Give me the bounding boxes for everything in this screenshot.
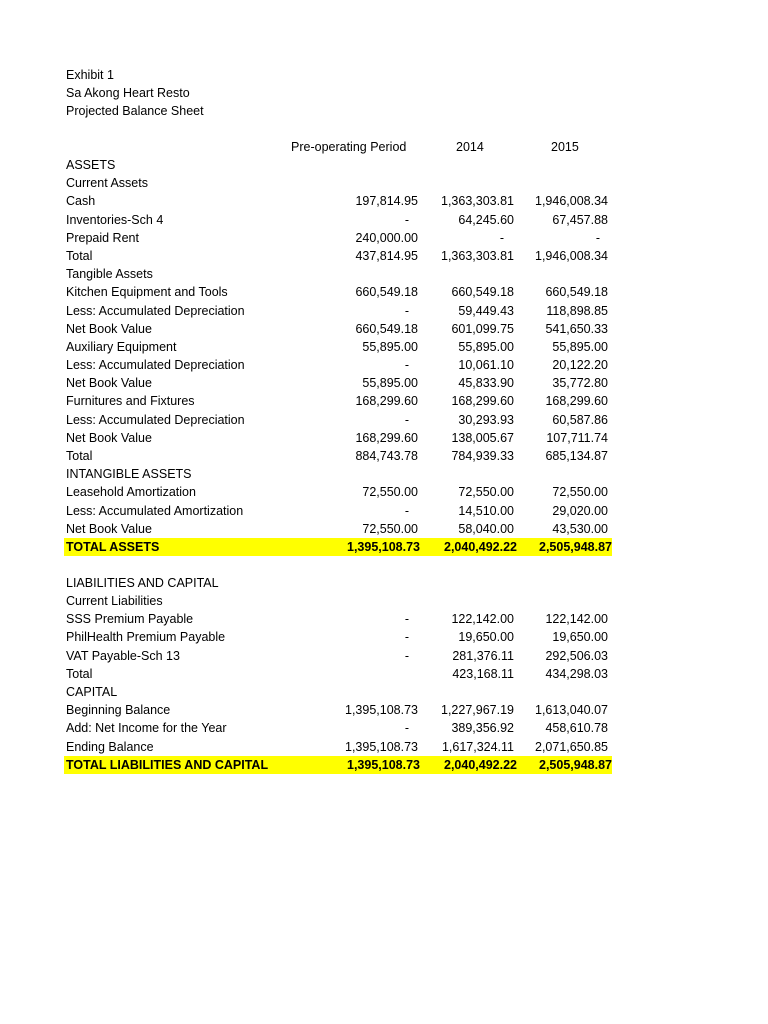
row-value-col3: 1,946,008.34 xyxy=(535,248,608,263)
row-label: TOTAL ASSETS xyxy=(66,539,160,554)
row-label: TOTAL LIABILITIES AND CAPITAL xyxy=(66,757,269,772)
row-label: Inventories-Sch 4 xyxy=(66,212,164,227)
table-row xyxy=(64,429,612,447)
row-value-col3: 107,711.74 xyxy=(546,430,608,445)
row-value-col3: 541,650.33 xyxy=(545,321,608,336)
table-row xyxy=(64,647,612,665)
row-value-col1: 1,395,108.73 xyxy=(347,757,420,772)
row-label: Beginning Balance xyxy=(66,703,171,718)
row-value-col1: - xyxy=(404,303,409,318)
row-value-col3: 60,587.86 xyxy=(552,412,608,427)
table-row xyxy=(64,174,612,192)
table-row xyxy=(64,302,612,320)
row-value-col1: 168,299.60 xyxy=(355,430,418,445)
table-row xyxy=(64,683,612,701)
row-value-col2: 1,363,303.81 xyxy=(441,248,514,263)
row-value-col3: 43,530.00 xyxy=(552,521,608,536)
row-label: Total xyxy=(66,666,93,681)
row-label: Net Book Value xyxy=(66,321,152,336)
row-value-col3: 20,122.20 xyxy=(552,358,608,373)
row-value-col1: 72,550.00 xyxy=(362,485,418,500)
row-value-col2: 30,293.93 xyxy=(458,412,514,427)
row-value-col2: 72,550.00 xyxy=(458,485,514,500)
row-label: VAT Payable-Sch 13 xyxy=(66,648,180,663)
row-value-col3: 458,610.78 xyxy=(545,721,608,736)
row-label: Net Book Value xyxy=(66,430,152,445)
row-value-col3: 1,613,040.07 xyxy=(535,703,608,718)
row-label: Less: Accumulated Depreciation xyxy=(66,412,245,427)
table-row xyxy=(64,483,612,501)
row-value-col2: - xyxy=(499,230,504,245)
column-header-2014: 2014 xyxy=(456,140,484,154)
row-value-col2: 389,356.92 xyxy=(451,721,514,736)
row-value-col2: 64,245.60 xyxy=(458,212,514,227)
row-label: Total xyxy=(66,248,93,263)
table-row xyxy=(64,592,612,610)
row-label: Tangible Assets xyxy=(66,267,153,282)
table-row xyxy=(64,283,612,301)
row-label: Less: Accumulated Depreciation xyxy=(66,358,245,373)
row-label: Kitchen Equipment and Tools xyxy=(66,285,228,300)
total-row xyxy=(64,756,612,774)
row-value-col2: 122,142.00 xyxy=(451,612,514,627)
row-value-col1: 72,550.00 xyxy=(362,521,418,536)
row-value-col3: 67,457.88 xyxy=(552,212,608,227)
column-header-pre-operating: Pre-operating Period xyxy=(291,140,407,154)
row-value-col2: 660,549.18 xyxy=(451,285,514,300)
row-value-col2: 10,061.10 xyxy=(458,358,514,373)
row-label: Furnitures and Fixtures xyxy=(66,394,195,409)
table-row xyxy=(64,229,612,247)
row-value-col1: - xyxy=(404,630,409,645)
row-value-col1: 884,743.78 xyxy=(355,449,418,463)
table-row xyxy=(64,247,612,265)
row-label: Add: Net Income for the Year xyxy=(66,721,227,736)
row-value-col1: 55,895.00 xyxy=(362,339,418,354)
row-value-col3: 19,650.00 xyxy=(552,630,608,645)
table-row xyxy=(64,502,612,520)
row-value-col3: 29,020.00 xyxy=(552,503,608,518)
row-value-col2: 58,040.00 xyxy=(458,521,514,536)
row-label: LIABILITIES AND CAPITAL xyxy=(66,575,219,590)
row-value-col1: - xyxy=(404,358,409,373)
table-row xyxy=(64,701,612,719)
table-row xyxy=(64,738,612,756)
row-value-col2: 138,005.67 xyxy=(451,430,514,445)
row-value-col2: 168,299.60 xyxy=(451,394,514,409)
row-label: Less: Accumulated Amortization xyxy=(66,503,244,518)
row-label: Ending Balance xyxy=(66,739,154,754)
row-value-col2: 2,040,492.22 xyxy=(444,757,517,772)
row-value-col3: 72,550.00 xyxy=(552,485,608,500)
row-value-col1: 1,395,108.73 xyxy=(345,739,418,754)
row-value-col1: 1,395,108.73 xyxy=(345,703,418,718)
table-row xyxy=(64,628,612,646)
row-value-col1: - xyxy=(404,721,409,736)
row-label: Current Liabilities xyxy=(66,594,163,609)
row-label: PhilHealth Premium Payable xyxy=(66,630,226,645)
row-label: Less: Accumulated Depreciation xyxy=(66,303,245,318)
row-value-col2: 2,040,492.22 xyxy=(444,539,517,554)
row-value-col1: 1,395,108.73 xyxy=(347,539,420,554)
row-value-col2: 1,617,324.11 xyxy=(441,739,514,754)
table-row xyxy=(64,156,612,174)
balance-sheet-table xyxy=(64,156,612,774)
table-row xyxy=(64,320,612,338)
report-title: Projected Balance Sheet xyxy=(66,104,204,119)
table-row xyxy=(64,265,612,283)
company-name: Sa Akong Heart Resto xyxy=(66,86,190,101)
table-row xyxy=(64,465,612,483)
row-value-col2: 19,650.00 xyxy=(458,630,514,645)
row-value-col2: 281,376.11 xyxy=(452,648,514,663)
row-value-col1: 240,000.00 xyxy=(355,230,418,245)
row-label: ASSETS xyxy=(66,158,116,172)
table-row xyxy=(64,719,612,737)
row-value-col2: 1,363,303.81 xyxy=(441,194,514,209)
row-value-col3: 118,898.85 xyxy=(546,303,608,318)
row-label: Auxiliary Equipment xyxy=(66,339,177,354)
row-value-col3: 1,946,008.34 xyxy=(535,194,608,209)
exhibit-label: Exhibit 1 xyxy=(66,68,114,82)
row-value-col1: 660,549.18 xyxy=(355,285,418,300)
table-row xyxy=(64,574,612,592)
row-value-col3: 35,772.80 xyxy=(552,376,608,391)
row-value-col3: - xyxy=(595,230,600,245)
table-row xyxy=(64,520,612,538)
row-value-col3: 2,505,948.87 xyxy=(539,539,612,554)
row-label: Current Assets xyxy=(66,176,148,191)
row-value-col1: - xyxy=(404,412,409,427)
row-value-col2: 55,895.00 xyxy=(458,339,514,354)
row-value-col3: 685,134.87 xyxy=(545,449,608,463)
row-value-col1: - xyxy=(404,648,409,663)
row-label: Leasehold Amortization xyxy=(66,485,196,500)
row-value-col3: 2,505,948.87 xyxy=(539,757,612,772)
row-value-col3: 434,298.03 xyxy=(545,666,608,681)
row-value-col2: 14,510.00 xyxy=(458,503,514,518)
row-value-col2: 1,227,967.19 xyxy=(441,703,514,718)
row-value-col2: 45,833.90 xyxy=(458,376,514,391)
table-row xyxy=(64,411,612,429)
row-value-col1: - xyxy=(404,503,409,518)
table-row xyxy=(64,610,612,628)
row-value-col3: 122,142.00 xyxy=(545,612,608,627)
row-label: CAPITAL xyxy=(66,685,118,700)
row-value-col3: 2,071,650.85 xyxy=(535,739,608,754)
table-row xyxy=(64,374,612,392)
row-value-col1: - xyxy=(404,612,409,627)
row-label: INTANGIBLE ASSETS xyxy=(66,467,192,482)
total-row xyxy=(64,538,612,556)
column-header-2015: 2015 xyxy=(551,140,579,154)
table-row xyxy=(64,665,612,683)
row-value-col1: 55,895.00 xyxy=(362,376,418,391)
table-row xyxy=(64,356,612,374)
table-row xyxy=(64,192,612,210)
row-label: SSS Premium Payable xyxy=(66,612,194,627)
row-value-col2: 601,099.75 xyxy=(451,321,514,336)
row-value-col1: 168,299.60 xyxy=(355,394,418,409)
row-value-col2: 423,168.11 xyxy=(452,666,514,681)
table-row xyxy=(64,447,612,465)
row-value-col1: - xyxy=(404,212,409,227)
table-row xyxy=(64,338,612,356)
row-value-col2: 784,939.33 xyxy=(451,449,514,463)
row-label: Total xyxy=(66,449,93,463)
row-value-col3: 660,549.18 xyxy=(545,285,608,300)
row-label: Net Book Value xyxy=(66,376,152,391)
row-value-col1: 437,814.95 xyxy=(355,248,418,263)
row-value-col2: 59,449.43 xyxy=(458,303,514,318)
row-value-col3: 168,299.60 xyxy=(545,394,608,409)
row-value-col1: 660,549.18 xyxy=(355,321,418,336)
row-label: Net Book Value xyxy=(66,521,152,536)
row-value-col3: 55,895.00 xyxy=(552,339,608,354)
table-row xyxy=(64,392,612,410)
row-label: Cash xyxy=(66,194,96,209)
table-row xyxy=(64,211,612,229)
report-header xyxy=(66,66,204,121)
section-spacer xyxy=(64,556,612,574)
row-value-col3: 292,506.03 xyxy=(545,648,608,663)
row-value-col1: 197,814.95 xyxy=(355,194,418,209)
row-label: Prepaid Rent xyxy=(66,230,139,245)
